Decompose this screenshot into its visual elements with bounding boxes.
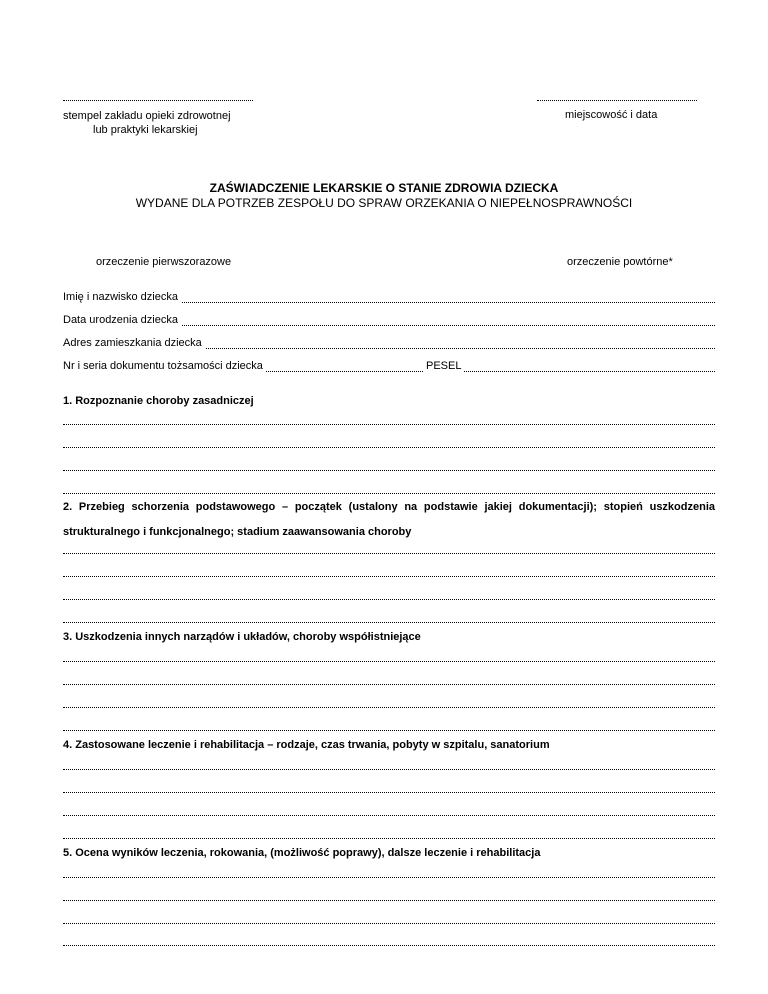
- id-document-field[interactable]: [63, 360, 715, 374]
- section-2-answer-line[interactable]: [63, 622, 715, 623]
- section-2-answer-line[interactable]: [63, 553, 715, 554]
- address-field[interactable]: [63, 337, 715, 351]
- section-2-answer-line[interactable]: [63, 576, 715, 577]
- section-1-answer-line[interactable]: [63, 447, 715, 448]
- section-3-answer-line[interactable]: [63, 661, 715, 662]
- section-5-answer-line[interactable]: [63, 923, 715, 924]
- section-4-answer-line[interactable]: [63, 792, 715, 793]
- child-name-field[interactable]: [63, 291, 715, 305]
- id-document-label: Nr i seria dokumentu tożsamości dziecka: [63, 360, 266, 372]
- section-1-answer-line[interactable]: [63, 470, 715, 471]
- place-date-line[interactable]: [537, 100, 697, 101]
- section-1-answer-line[interactable]: [63, 493, 715, 494]
- section-2-answer-line[interactable]: [63, 599, 715, 600]
- title-line1: ZAŚWIADCZENIE LEKARSKIE O STANIE ZDROWIA DZIECKA: [209, 181, 559, 195]
- section-3-answer-line[interactable]: [63, 730, 715, 731]
- stamp-label-line2: lub praktyki lekarskiej: [93, 124, 198, 136]
- birth-date-label: Data urodzenia dziecka: [63, 314, 181, 326]
- section-5-heading: 5. Ocena wyników leczenia, rokowania, (możliwość poprawy), dalsze leczenie i rehabilitacja: [63, 847, 541, 859]
- birth-date-field[interactable]: [63, 314, 715, 328]
- section-4-answer-line[interactable]: [63, 815, 715, 816]
- place-date-label: miejscowość i data: [565, 109, 658, 121]
- section-4-heading: 4. Zastosowane leczenie i rehabilitacja – rodzaje, czas trwania, pobyty w szpitalu, sanatorium: [63, 739, 550, 751]
- option-repeat-certificate[interactable]: orzeczenie powtórne*: [567, 256, 673, 268]
- child-name-label: Imię i nazwisko dziecka: [63, 291, 181, 303]
- address-label: Adres zamieszkania dziecka: [63, 337, 205, 349]
- section-3-heading: 3. Uszkodzenia innych narządów i układów, choroby współistniejące: [63, 631, 421, 643]
- section-4-answer-line[interactable]: [63, 769, 715, 770]
- stamp-signature-line[interactable]: [63, 100, 253, 101]
- option-first-certificate[interactable]: orzeczenie pierwszorazowe: [96, 256, 232, 268]
- section-4-answer-line[interactable]: [63, 838, 715, 839]
- stamp-label: [63, 109, 263, 137]
- pesel-label: PESEL: [423, 360, 464, 372]
- stamp-label-line1: stempel zakładu opieki zdrowotnej: [63, 110, 231, 122]
- document-title: [0, 181, 768, 211]
- section-1-answer-line[interactable]: [63, 424, 715, 425]
- section-5-answer-line[interactable]: [63, 900, 715, 901]
- section-3-answer-line[interactable]: [63, 684, 715, 685]
- title-line2: WYDANE DLA POTRZEB ZESPOŁU DO SPRAW ORZEKANIA O NIEPEŁNOSPRAWNOŚCI: [135, 196, 633, 210]
- section-5-answer-line[interactable]: [63, 877, 715, 878]
- section-2-heading: 2. Przebieg schorzenia podstawowego – początek (ustalony na podstawie jakiej dokumentacji); stopień uszkodzenia strukturalnego i funkcjonalnego; stadium zaawansowania choroby: [63, 501, 715, 538]
- section-5-answer-line[interactable]: [63, 945, 715, 946]
- section-3-answer-line[interactable]: [63, 707, 715, 708]
- section-1-heading: 1. Rozpoznanie choroby zasadniczej: [63, 395, 254, 407]
